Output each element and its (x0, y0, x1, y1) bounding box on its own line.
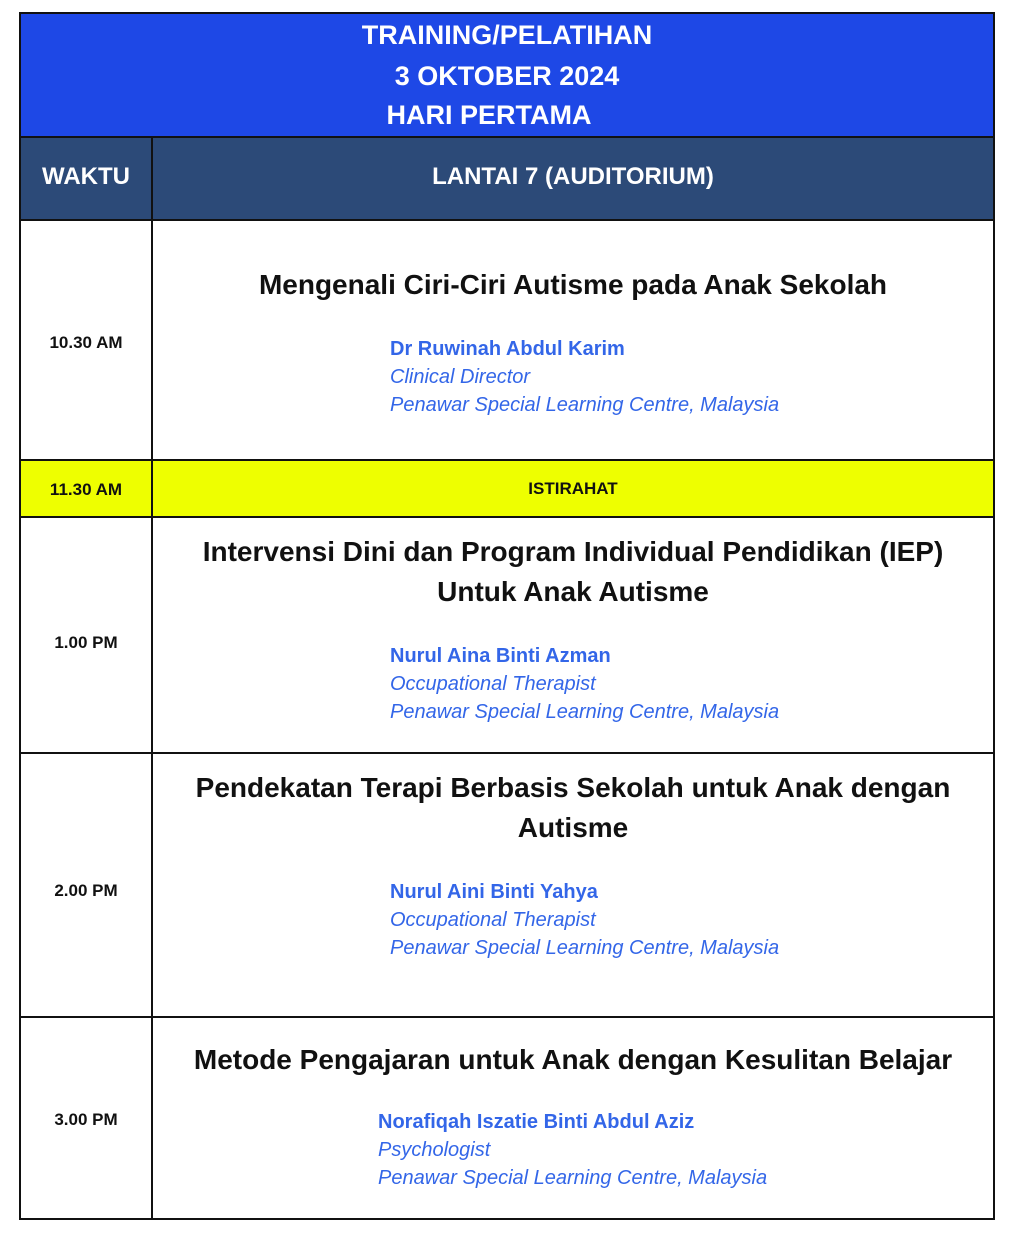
speaker-name: Nurul Aini Binti Yahya (390, 881, 598, 903)
speaker-info (390, 878, 779, 962)
session-content (153, 754, 993, 1016)
column-header-time: WAKTU (21, 138, 153, 219)
session-time: 3.00 PM (54, 1110, 118, 1129)
session-title-line-2: Untuk Anak Autisme (437, 576, 709, 607)
session-time: 10.30 AM (49, 333, 123, 352)
session-time: 1.00 PM (54, 633, 118, 652)
session-row-4 (21, 1018, 993, 1218)
session-title-line-2: Autisme (517, 812, 629, 843)
break-time: 11.30 AM (49, 480, 123, 499)
speaker-name: Dr Ruwinah Abdul Karim (390, 338, 625, 360)
session-title-line-1: Pendekatan Terapi Berbasis Sekolah untuk Anak dengan (195, 772, 951, 803)
break-time-cell (21, 461, 153, 516)
session-row-3 (21, 754, 993, 1018)
speaker-name: Norafiqah Iszatie Binti Abdul Aziz (378, 1111, 695, 1133)
speaker-role: Clinical Director (390, 366, 531, 388)
session-row-1 (21, 221, 993, 461)
session-content (153, 518, 993, 752)
break-label: ISTIRAHAT (528, 479, 618, 498)
schedule-table (19, 12, 995, 1220)
session-row-2 (21, 518, 993, 754)
column-header-room: LANTAI 7 (AUDITORIUM) (432, 163, 714, 190)
session-time-cell (21, 1018, 153, 1218)
session-time-cell (21, 754, 153, 1016)
banner-title: TRAINING/PELATIHAN (361, 20, 653, 50)
speaker-role: Occupational Therapist (390, 673, 596, 695)
speaker-role: Psychologist (378, 1139, 491, 1161)
session-content (153, 221, 993, 459)
session-title: Metode Pengajaran untuk Anak dengan Kesulitan Belajar (193, 1044, 953, 1075)
speaker-info (390, 642, 779, 726)
column-header-row (21, 138, 993, 221)
session-time: 2.00 PM (54, 881, 118, 900)
break-content (153, 461, 993, 516)
banner-day: HARI PERTAMA (386, 100, 592, 130)
session-time-cell (21, 221, 153, 459)
speaker-organization: Penawar Special Learning Centre, Malaysia (390, 937, 780, 959)
speaker-organization: Penawar Special Learning Centre, Malaysia (390, 394, 780, 416)
speaker-organization: Penawar Special Learning Centre, Malaysia (378, 1167, 768, 1189)
title-banner (21, 14, 993, 138)
session-title-line-1: Intervensi Dini dan Program Individual Pendidikan (IEP) (202, 536, 944, 567)
break-row (21, 461, 993, 518)
banner-date: 3 OKTOBER 2024 (394, 61, 620, 91)
session-content (153, 1018, 993, 1218)
speaker-info (378, 1108, 767, 1192)
speaker-info (390, 335, 779, 419)
session-time-cell (21, 518, 153, 752)
speaker-role: Occupational Therapist (390, 909, 596, 931)
session-title: Mengenali Ciri-Ciri Autisme pada Anak Sekolah (258, 269, 888, 300)
speaker-organization: Penawar Special Learning Centre, Malaysia (390, 701, 780, 723)
speaker-name: Nurul Aina Binti Azman (390, 645, 611, 667)
